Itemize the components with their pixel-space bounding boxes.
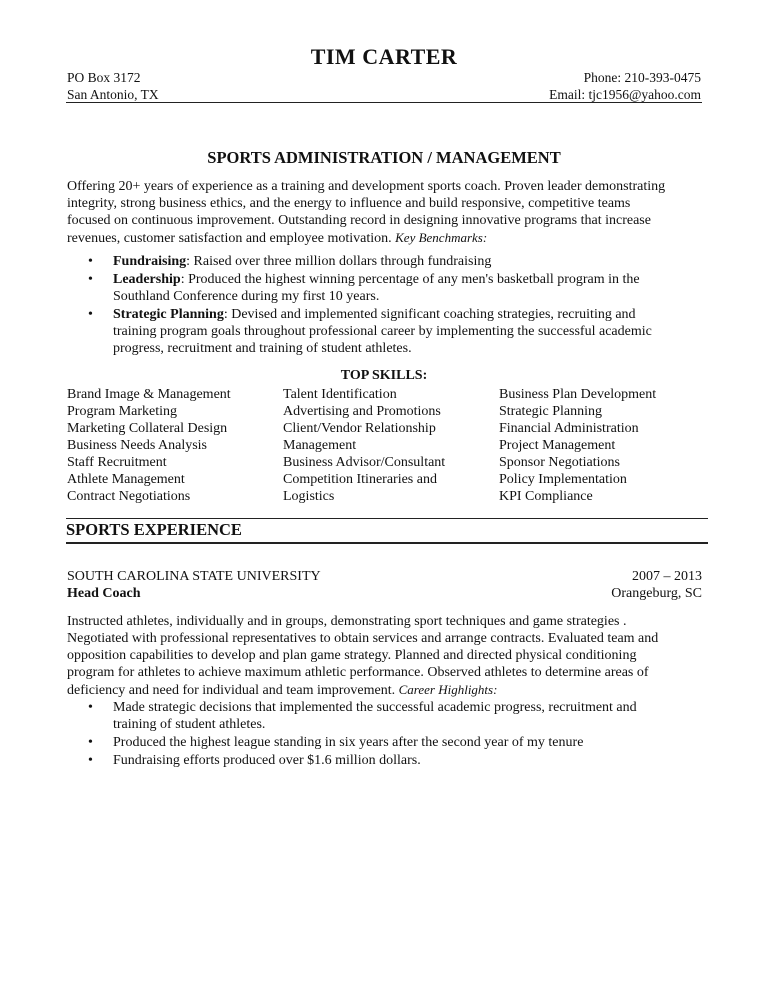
highlights-list [88, 699, 708, 770]
skill-item: Client/Vendor Relationship [283, 421, 436, 436]
skill-item: Talent Identification [283, 387, 397, 402]
list-item: • Strategic Planning: Devised and implemented significant coaching strategies, recruiting and training program goals throughout professional career by implementing the successful academic progress, recruitment and training of student athletes. [88, 307, 652, 356]
job-location: Orangeburg, SC [611, 586, 702, 601]
skill-item: Contract Negotiations [67, 489, 191, 504]
skill-item: Business Advisor/Consultant [283, 455, 446, 470]
bullet-icon: • [88, 753, 93, 768]
experience-bottom-divider [66, 542, 708, 544]
benchmark-list [88, 253, 708, 358]
list-item: • Produced the highest league standing in six years after the second year of my tenure [88, 735, 584, 750]
benchmark-label: Leadership [113, 272, 181, 287]
skill-item: Brand Image & Management [67, 387, 231, 402]
summary-line: revenues, customer satisfaction and employee motivation. Key Benchmarks: [67, 230, 488, 246]
summary-heading: SPORTS ADMINISTRATION / MANAGEMENT [207, 148, 561, 167]
skill-item: KPI Compliance [499, 489, 593, 504]
list-item: • Made strategic decisions that implemented the successful academic progress, recruitment and training of student athletes. [88, 700, 637, 732]
highlights-label: Career Highlights: [398, 682, 498, 697]
skills-column-1 [67, 386, 231, 505]
description-line: opposition capabilities to develop and plan game strategy. Planned and directed physical conditioning [67, 648, 637, 663]
summary-line: focused on continuous improvement. Outstanding record in designing innovative programs that increase [67, 213, 651, 228]
skill-item: Sponsor Negotiations [499, 455, 620, 470]
skill-item: Competition Itineraries and [283, 472, 437, 487]
skills-column-3 [499, 386, 656, 505]
skill-item: Financial Administration [499, 421, 639, 436]
phone: Phone: 210-393-0475 [583, 70, 701, 85]
skill-item: Marketing Collateral Design [67, 421, 228, 436]
header-divider [66, 102, 702, 103]
summary-paragraph [67, 178, 703, 247]
skill-item: Advertising and Promotions [283, 404, 441, 419]
bullet-icon: • [88, 735, 93, 750]
candidate-name: TIM CARTER [310, 44, 458, 69]
skill-item: Business Needs Analysis [67, 438, 207, 453]
experience-top-divider [66, 518, 708, 519]
job-description [67, 613, 703, 699]
skills-title: TOP SKILLS: [340, 368, 428, 383]
experience-heading: SPORTS EXPERIENCE [66, 520, 242, 539]
address-line-2: San Antonio, TX [67, 87, 159, 102]
description-line: Negotiated with professional representatives to obtain services and arrange contracts. Evaluated team and [67, 631, 659, 646]
summary-line: Offering 20+ years of experience as a training and development sports coach. Proven leader demonstrating [67, 179, 666, 194]
skill-item: Athlete Management [67, 472, 185, 487]
skill-item: Project Management [499, 438, 616, 453]
summary-line: integrity, strong business ethics, and the energy to influence and build responsive, competitive teams [67, 196, 631, 211]
skill-item: Management [283, 438, 357, 453]
email: Email: tjc1956@yahoo.com [549, 87, 701, 102]
employer: SOUTH CAROLINA STATE UNIVERSITY [67, 569, 321, 584]
skill-item: Business Plan Development [499, 387, 657, 402]
skill-item: Program Marketing [67, 404, 178, 419]
job-dates: 2007 – 2013 [632, 569, 702, 584]
skill-item: Logistics [283, 489, 335, 504]
bullet-icon: • [88, 700, 93, 715]
description-line: program for athletes to achieve maximum athletic performance. Observed athletes to determine areas of [67, 665, 649, 680]
benchmark-label: Strategic Planning [113, 307, 224, 322]
address-line-1: PO Box 3172 [67, 70, 141, 85]
list-item: • Fundraising efforts produced over $1.6 million dollars. [88, 753, 421, 768]
benchmark-label: Fundraising [113, 254, 187, 269]
skills-column-2 [283, 386, 445, 505]
skill-item: Staff Recruitment [67, 455, 167, 470]
description-line: deficiency and need for individual and team improvement. Career Highlights: [67, 682, 498, 698]
list-item: • Fundraising: Raised over three million dollars through fundraising [88, 254, 492, 269]
skill-item: Strategic Planning [499, 404, 603, 419]
skill-item: Policy Implementation [499, 472, 627, 487]
description-line: Instructed athletes, individually and in groups, demonstrating sport techniques and game strategies . [67, 614, 627, 629]
job-title: Head Coach [67, 586, 141, 601]
benchmarks-label: Key Benchmarks: [395, 230, 488, 245]
bullet-icon: • [88, 254, 93, 269]
list-item: • Leadership: Produced the highest winning percentage of any men's basketball program in the Southland Conference during my first 10 years. [88, 272, 640, 304]
bullet-icon: • [88, 272, 93, 287]
bullet-icon: • [88, 307, 93, 322]
